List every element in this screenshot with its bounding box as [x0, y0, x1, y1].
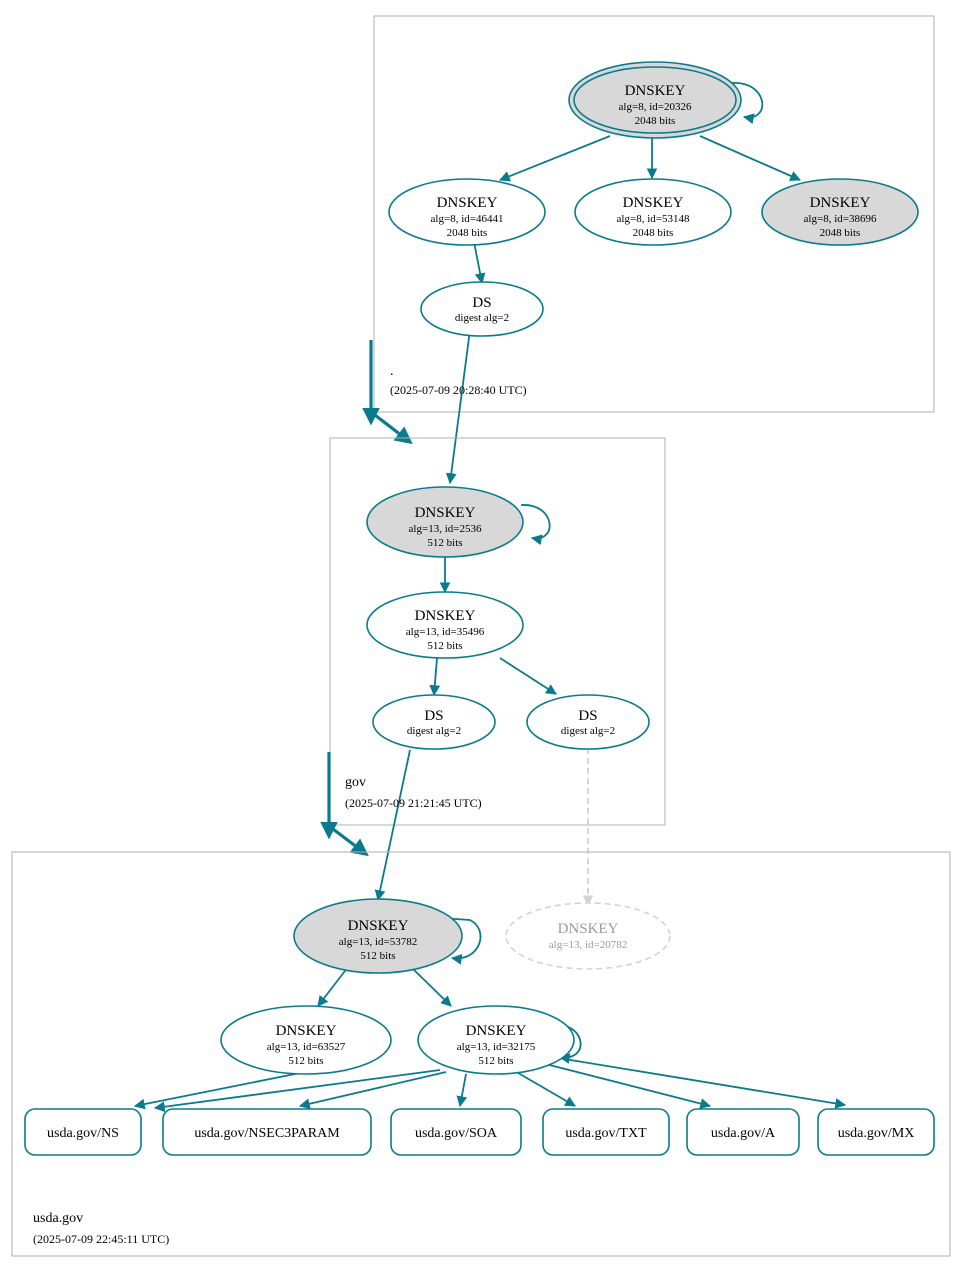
node-label-line2: alg=8, id=38696	[803, 213, 877, 225]
rrset-label: usda.gov/SOA	[414, 1126, 498, 1141]
node-label-line3: 512 bits	[427, 537, 463, 549]
rrset-usda-gov-soa[interactable]	[391, 1109, 521, 1155]
node-label-line2: alg=13, id=53782	[338, 936, 418, 948]
node-ds-gov-1[interactable]	[373, 695, 495, 749]
edge-zsk63527-to-ns	[135, 1073, 300, 1106]
node-label-line3: 2048 bits	[446, 227, 488, 239]
node-label-line1: DNSKEY	[347, 918, 409, 934]
node-label-line1: DNSKEY	[622, 195, 684, 211]
node-dnskey-63527[interactable]	[221, 1006, 391, 1074]
node-label-line1: DS	[578, 708, 598, 724]
edge-zsk32175-to-ns	[155, 1070, 440, 1108]
zone-label-gov: gov	[345, 775, 366, 790]
rrset-label: usda.gov/NSEC3PARAM	[194, 1126, 340, 1141]
edge-zsk32175-to-soa	[460, 1074, 466, 1106]
node-dnskey-35496[interactable]	[367, 592, 523, 658]
node-label-line1: DS	[424, 708, 444, 724]
rrset-usda-gov-nsec3param[interactable]	[163, 1109, 371, 1155]
rrset-usda-gov-a[interactable]	[687, 1109, 799, 1155]
zone-label-usdagov: usda.gov	[33, 1211, 84, 1226]
zone-timestamp-root: (2025-07-09 20:28:40 UTC)	[390, 383, 527, 397]
zone-timestamp-usdagov: (2025-07-09 22:45:11 UTC)	[33, 1232, 170, 1246]
node-label-line2: alg=8, id=20326	[618, 101, 692, 113]
node-dnskey-20326[interactable]	[569, 62, 741, 138]
node-label-line3: 2048 bits	[634, 115, 676, 127]
rrset-label: usda.gov/MX	[837, 1126, 915, 1141]
node-label-line3: 512 bits	[478, 1055, 514, 1067]
node-label-line2: digest alg=2	[454, 312, 510, 324]
node-label-line2: digest alg=2	[406, 725, 462, 737]
node-label-line2: alg=13, id=63527	[266, 1041, 346, 1053]
rrset-label: usda.gov/A	[710, 1126, 776, 1141]
node-label-line3: 512 bits	[360, 950, 396, 962]
node-dnskey-53148[interactable]	[575, 179, 731, 245]
node-label-line1: DNSKEY	[275, 1023, 337, 1039]
node-dnskey-46441[interactable]	[389, 179, 545, 245]
node-label-line2: alg=13, id=32175	[456, 1041, 536, 1053]
edge-ksk20326-to-zsk38696	[700, 136, 800, 180]
rrset-label: usda.gov/NS	[47, 1126, 119, 1141]
node-label-line1: DNSKEY	[436, 195, 498, 211]
edge-zsk32175-to-nsec3param	[300, 1072, 446, 1106]
edge-ds-root-to-gov-ksk	[450, 330, 470, 483]
rrset-usda-gov-mx[interactable]	[818, 1109, 934, 1155]
node-label-line1: DNSKEY	[414, 608, 476, 624]
edge-usda-ksk-to-zsk63527	[318, 967, 348, 1006]
node-label-line1: DNSKEY	[465, 1023, 527, 1039]
node-label-line1: DNSKEY	[624, 83, 686, 99]
node-label-line2: alg=13, id=2536	[408, 523, 482, 535]
node-label-line2: digest alg=2	[560, 725, 616, 737]
edge-zsk32175-to-a	[530, 1060, 710, 1106]
node-dnskey-38696[interactable]	[762, 179, 918, 245]
edge-gov-zsk-to-ds2	[500, 658, 556, 694]
node-label-line3: 512 bits	[288, 1055, 324, 1067]
edge-gov-zsk-to-ds1	[434, 658, 437, 695]
node-dnskey-20782-insecure[interactable]	[506, 903, 670, 969]
node-ds-root[interactable]	[421, 282, 543, 336]
node-label-line3: 2048 bits	[632, 227, 674, 239]
node-label-line2: alg=8, id=46441	[430, 213, 504, 225]
node-label-line1: DS	[472, 295, 492, 311]
edge-zsk32175-to-txt	[513, 1070, 575, 1106]
node-dnskey-32175[interactable]	[418, 1006, 574, 1074]
edge-zsk46441-to-ds-root	[474, 242, 482, 283]
node-label-line2: alg=13, id=20782	[548, 939, 628, 951]
node-label-line1: DNSKEY	[809, 195, 871, 211]
zone-label-root: .	[390, 364, 394, 379]
zone-timestamp-gov: (2025-07-09 21:21:45 UTC)	[345, 796, 482, 810]
edge-zsk32175-to-mx	[540, 1055, 845, 1105]
node-dnskey-2536[interactable]	[367, 487, 523, 557]
edge-usda-ksk-to-zsk32175	[411, 967, 451, 1006]
node-label-line2: alg=13, id=35496	[405, 626, 485, 638]
node-ds-gov-2[interactable]	[527, 695, 649, 749]
node-label-line3: 512 bits	[427, 640, 463, 652]
node-label-line1: DNSKEY	[414, 505, 476, 521]
node-label-line3: 2048 bits	[819, 227, 861, 239]
rrset-label: usda.gov/TXT	[565, 1126, 647, 1141]
rrset-usda-gov-txt[interactable]	[543, 1109, 669, 1155]
edge-ksk20326-to-zsk46441	[500, 136, 610, 180]
node-label-line2: alg=8, id=53148	[616, 213, 690, 225]
edge-gov-ksk-self-loop	[521, 505, 550, 539]
node-label-line1: DNSKEY	[557, 921, 619, 937]
edge-zone-gov-to-usdagov-tail	[329, 826, 366, 854]
node-dnskey-53782[interactable]	[294, 899, 462, 973]
rrset-usda-gov-ns[interactable]	[25, 1109, 141, 1155]
